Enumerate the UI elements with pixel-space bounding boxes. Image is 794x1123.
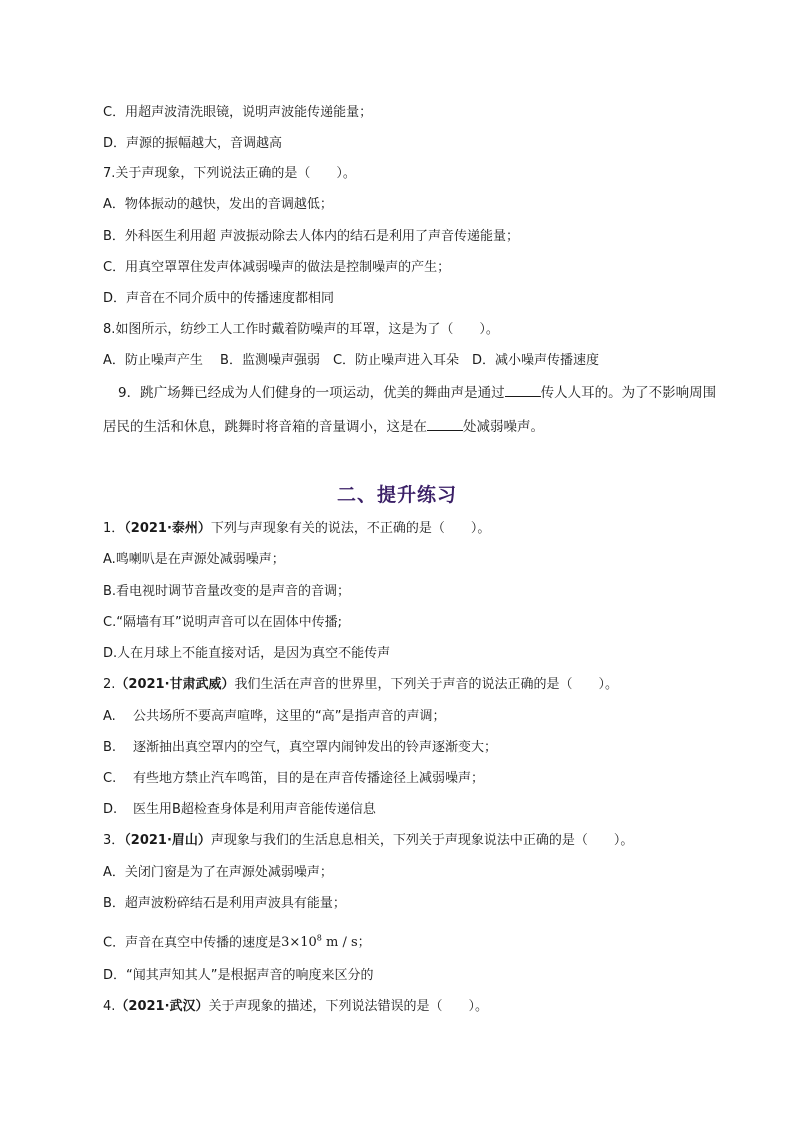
option-c-s2-1: C.“隔墙有耳”说明声音可以在固体中传播;	[103, 615, 343, 630]
q9-blank-2	[427, 418, 463, 431]
question-s2-3: 3．（2021·眉山）声现象与我们的生活息息相关，下列关于声现象说法中正确的是（ ）。	[103, 833, 634, 848]
option-c-s2-3: C．声音在真空中传播的速度是$3\times 10^8$ m / s；	[103, 934, 371, 951]
question-7: 7.关于声现象，下列说法正确的是（ ）。	[103, 166, 356, 181]
q9-text-2: 传人人耳的。为了不影响周围居民的生活和休息，跳舞时将音箱的音量调小，这是在	[103, 385, 717, 435]
option-c-q7: C．用真空罩罩住发声体减弱噪声的做法是控制噪声的产生；	[103, 260, 451, 275]
option-b-s2-3: B．超声波粉碎结石是利用声波具有能量；	[103, 896, 346, 911]
section-heading: 二、提升练习	[336, 484, 457, 506]
question-s2-1: 1．（2021·泰州）下列与声现象有关的说法，不正确的是（ ）。	[103, 521, 491, 536]
option-a-s2-1: A.鸣喇叭是在声源处减弱噪声；	[103, 552, 285, 567]
question-8: 8.如图所示，纺纱工人工作时戴着防噪声的耳罩，这是为了（ ）。	[103, 322, 499, 337]
question-source: （2021·甘肃武威）	[115, 677, 235, 692]
q9-text-1: 9．跳广场舞已经成为人们健身的一项运动，优美的舞曲声是通过	[118, 385, 505, 401]
option-d-q6: D．声源的振幅越大，音调越高	[103, 136, 283, 151]
question-source: （2021·眉山）	[124, 833, 211, 848]
option-b-s2-2: B. 逐渐抽出真空罩内的空气，真空罩内闹钟发出的铃声逐渐变大；	[103, 740, 498, 755]
option-a-s2-2: A. 公共场所不要高声喧哗，这里的“高”是指声音的声调；	[103, 709, 446, 724]
question-s2-4: 4.（2021·武汉）关于声现象的描述，下列说法错误的是（ ）。	[103, 999, 489, 1014]
option-b-s2-1: B.看电视时调节音量改变的是声音的音调；	[103, 584, 351, 599]
option-a-s2-3: A．关闭门窗是为了在声源处减弱噪声；	[103, 865, 333, 880]
question-source: （2021·武汉）	[115, 999, 209, 1014]
question-source: （2021·泰州）	[124, 521, 211, 536]
options-q8: A．防止噪声产生 B．监测噪声强弱 C．防止噪声进入耳朵 D．减小噪声传播速度	[103, 353, 600, 368]
question-9	[103, 376, 723, 444]
question-s2-2: 2.（2021·甘肃武威）我们生活在声音的世界里，下列关于声音的说法正确的是（ ）。	[103, 677, 619, 692]
option-d-s2-2: D. 医生用B超检查身体是利用声音能传递信息	[103, 802, 376, 817]
speed-formula: $3\times 10^8$ m / s；	[281, 934, 371, 951]
option-d-s2-3: D．“闻其声知其人”是根据声音的响度来区分的	[103, 968, 374, 983]
option-d-s2-1: D.人在月球上不能直接对话，是因为真空不能传声	[103, 646, 391, 661]
q9-blank-1	[505, 384, 541, 397]
q9-text-3: 处减弱噪声。	[463, 419, 544, 435]
option-c-s2-2: C. 有些地方禁止汽车鸣笛，目的是在声音传播途径上减弱噪声；	[103, 771, 485, 786]
option-c-q6: C．用超声波清洗眼镜，说明声波能传递能量；	[103, 105, 373, 120]
option-a-q7: A．物体振动的越快，发出的音调越低；	[103, 197, 333, 212]
option-d-q7: D．声音在不同介质中的传播速度都相同	[103, 291, 335, 306]
option-b-q7: B．外科医生利用超 声波振动除去人体内的结石是利用了声音传递能量；	[103, 229, 520, 244]
